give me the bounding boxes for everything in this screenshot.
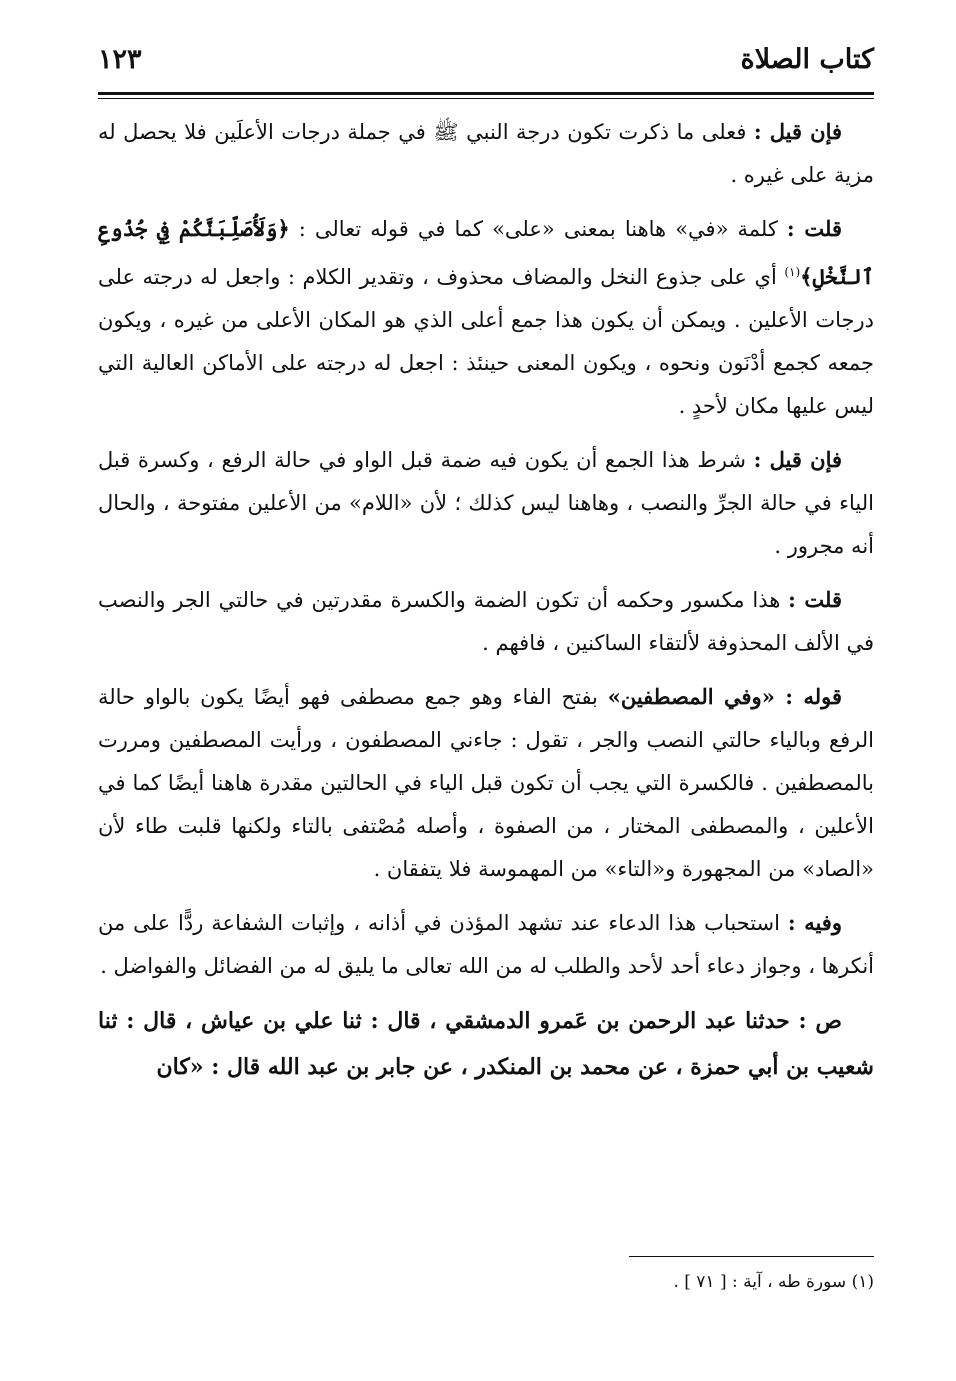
paragraph-fain-qila-2 bbox=[98, 438, 874, 568]
footnote-reference: (١) bbox=[784, 265, 801, 279]
quran-verse: ﴿وَلَأُصَلِّبَنَّكُمْ فِي جُذُوعِ ٱلنَّخْلِ﴾ bbox=[98, 216, 874, 289]
paragraph-lead: قلت : bbox=[788, 587, 842, 612]
header-rule-thin bbox=[98, 98, 874, 99]
paragraph-text: بفتح الفاء وهو جمع مصطفى فهو أيضًا يكون بالواو حالة الرفع وبالياء حالتي النصب والجر ، تقول : جاءني المصطفون ، ورأيت المصطفين ومررت بالمصطفين . فالكسرة التي يجب أن تكون قبل الياء في الحالتين مقدرة هاهنا أيضًا كما في الأعلين ، والمصطفى المختار ، من الصفوة ، وأصله مُصْتفى بالتاء ولكنها قلبت طاء لأن «الصاد» من المجهورة و«التاء» من المهموسة فلا يتفقان . bbox=[98, 685, 874, 881]
paragraph-qultu-2 bbox=[98, 578, 874, 665]
book-title: كتاب الصلاة bbox=[740, 44, 874, 75]
footnote: (١) سورة طه ، آية : [ ٧١ ] . bbox=[673, 1272, 874, 1292]
header-rule-thick bbox=[98, 92, 874, 95]
page-header bbox=[98, 36, 874, 88]
footnote-rule bbox=[629, 1256, 874, 1257]
page-number: ١٢٣ bbox=[98, 44, 142, 75]
paragraph-text-before: كلمة «في» هاهنا بمعنى «على» كما في قوله تعالى : bbox=[289, 217, 787, 241]
paragraph-text: استحباب هذا الدعاء عند تشهد المؤذن في أذانه ، وإثبات الشفاعة ردًّا على من أنكرها ، وجواز دعاء أحد لأحد والطلب له من الله تعالى ما يليق له من الفضائل والفواضل . bbox=[98, 911, 874, 978]
paragraph-text-after: أي على جذوع النخل والمضاف محذوف ، وتقدير الكلام : واجعل له درجته على درجات الأعلين . ويمكن أن يكون هذا جمع أعلى الذي هو المكان الأعلى من غيره ، ويكون جمعه كجمع أدْنَون ونحوه ، ويكون المعنى حينئذ : اجعل له درجته على الأماكن العالية التي ليس عليها مكان لأحدٍ . bbox=[98, 265, 874, 418]
paragraph-qawluhu bbox=[98, 675, 874, 891]
paragraph-lead: فإن قيل : bbox=[753, 119, 843, 144]
paragraph-lead: ص : bbox=[798, 1008, 842, 1034]
paragraph-lead: وفيه : bbox=[787, 910, 842, 935]
paragraph-hadith-chain bbox=[98, 998, 874, 1090]
paragraph-lead: قوله : «وفي المصطفين» bbox=[607, 684, 842, 709]
paragraph-text: فعلى ما ذكرت تكون درجة النبي ﷺ في جملة درجات الأعلَين فلا يحصل له مزية على غيره . bbox=[98, 120, 874, 187]
paragraph-wa-fihi bbox=[98, 901, 874, 988]
paragraph-text: هذا مكسور وحكمه أن تكون الضمة والكسرة مقدرتين في حالتي الجر والنصب في الألف المحذوفة لألتقاء الساكنين ، فافهم . bbox=[98, 588, 874, 655]
paragraph-lead: قلت : bbox=[786, 216, 842, 241]
paragraph-text: حدثنا عبد الرحمن بن عَمرو الدمشقي ، قال : ثنا علي بن عياش ، قال : ثنا شعيب بن أبي حمزة ، عن محمد بن المنكدر ، عن جابر بن عبد الله قال : «كان bbox=[98, 1008, 874, 1080]
paragraph-qultu-1 bbox=[98, 207, 874, 428]
paragraph-text: شرط هذا الجمع أن يكون فيه ضمة قبل الواو في حالة الرفع ، وكسرة قبل الياء في حالة الجرِّ والنصب ، وهاهنا ليس كذلك ؛ لأن «اللام» من الأعلين مفتوحة ، والحال أنه مجرور . bbox=[98, 448, 874, 558]
paragraph-lead: فإن قيل : bbox=[753, 447, 843, 472]
paragraph-fain-qila-1 bbox=[98, 110, 874, 197]
page-body bbox=[98, 110, 874, 1100]
